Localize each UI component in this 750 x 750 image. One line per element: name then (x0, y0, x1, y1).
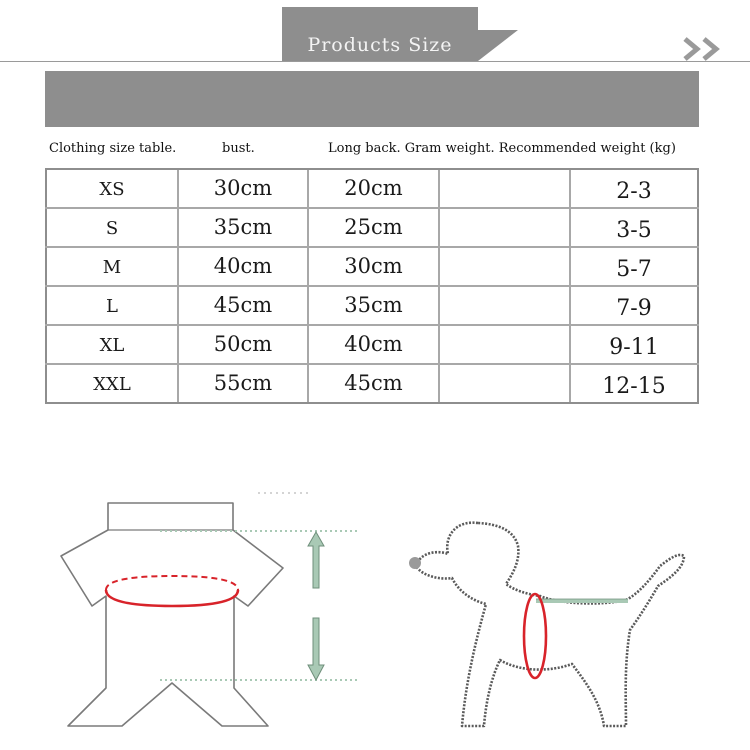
table-banner (45, 71, 699, 127)
table-row (45, 326, 699, 365)
recommended-weight-cell: 2-3 (569, 170, 699, 207)
gram-weight-cell (438, 209, 569, 246)
bust-cell: 45cm (177, 287, 307, 324)
back-length-guides (160, 493, 358, 680)
back-length-cell: 40cm (307, 326, 438, 363)
table-row (45, 365, 699, 402)
header-tab-slant (478, 30, 518, 61)
header-divider (0, 61, 750, 62)
header-title: Products Size (307, 34, 453, 56)
chest-measure-ellipse (106, 576, 238, 606)
dog-chest-measure-ellipse (524, 594, 546, 678)
back-length-cell: 25cm (307, 209, 438, 246)
size-grid (45, 168, 699, 404)
size-table (45, 71, 699, 399)
dog-back-measure-line (536, 599, 628, 601)
header-bust-label: bust. (222, 141, 255, 156)
recommended-weight-cell: 9-11 (569, 326, 699, 363)
size-cell: XXL (45, 365, 177, 402)
back-length-cell: 20cm (307, 170, 438, 207)
recommended-weight-cell: 3-5 (569, 209, 699, 246)
gram-weight-cell (438, 365, 569, 402)
size-cell: S (45, 209, 177, 246)
dog-silhouette-icon (416, 523, 684, 726)
header-other-labels: Long back. Gram weight. Recommended weight (kg) (328, 141, 676, 156)
back-length-cell: 30cm (307, 248, 438, 285)
bust-cell: 35cm (177, 209, 307, 246)
size-cell: XS (45, 170, 177, 207)
table-row (45, 248, 699, 287)
bust-cell: 50cm (177, 326, 307, 363)
recommended-weight-cell: 12-15 (569, 365, 699, 402)
gram-weight-cell (438, 326, 569, 363)
table-row (45, 209, 699, 248)
back-length-cell: 45cm (307, 365, 438, 402)
size-cell: L (45, 287, 177, 324)
table-header-row (45, 127, 699, 168)
bust-cell: 40cm (177, 248, 307, 285)
gram-weight-cell (438, 287, 569, 324)
table-row (45, 170, 699, 209)
recommended-weight-cell: 7-9 (569, 287, 699, 324)
gram-weight-cell (438, 248, 569, 285)
back-length-arrow-bottom (308, 618, 324, 680)
recommended-weight-cell: 5-7 (569, 248, 699, 285)
back-length-arrow-top (308, 532, 324, 588)
size-cell: XL (45, 326, 177, 363)
dog-nose-icon (409, 557, 421, 569)
size-cell: M (45, 248, 177, 285)
double-chevron-right-icon (682, 36, 730, 62)
table-row (45, 287, 699, 326)
back-length-cell: 35cm (307, 287, 438, 324)
dog-garment-outline-icon (61, 503, 283, 726)
bust-cell: 55cm (177, 365, 307, 402)
bust-cell: 30cm (177, 170, 307, 207)
gram-weight-cell (438, 170, 569, 207)
page-header (0, 0, 750, 70)
header-size-label: Clothing size table. (49, 141, 177, 156)
